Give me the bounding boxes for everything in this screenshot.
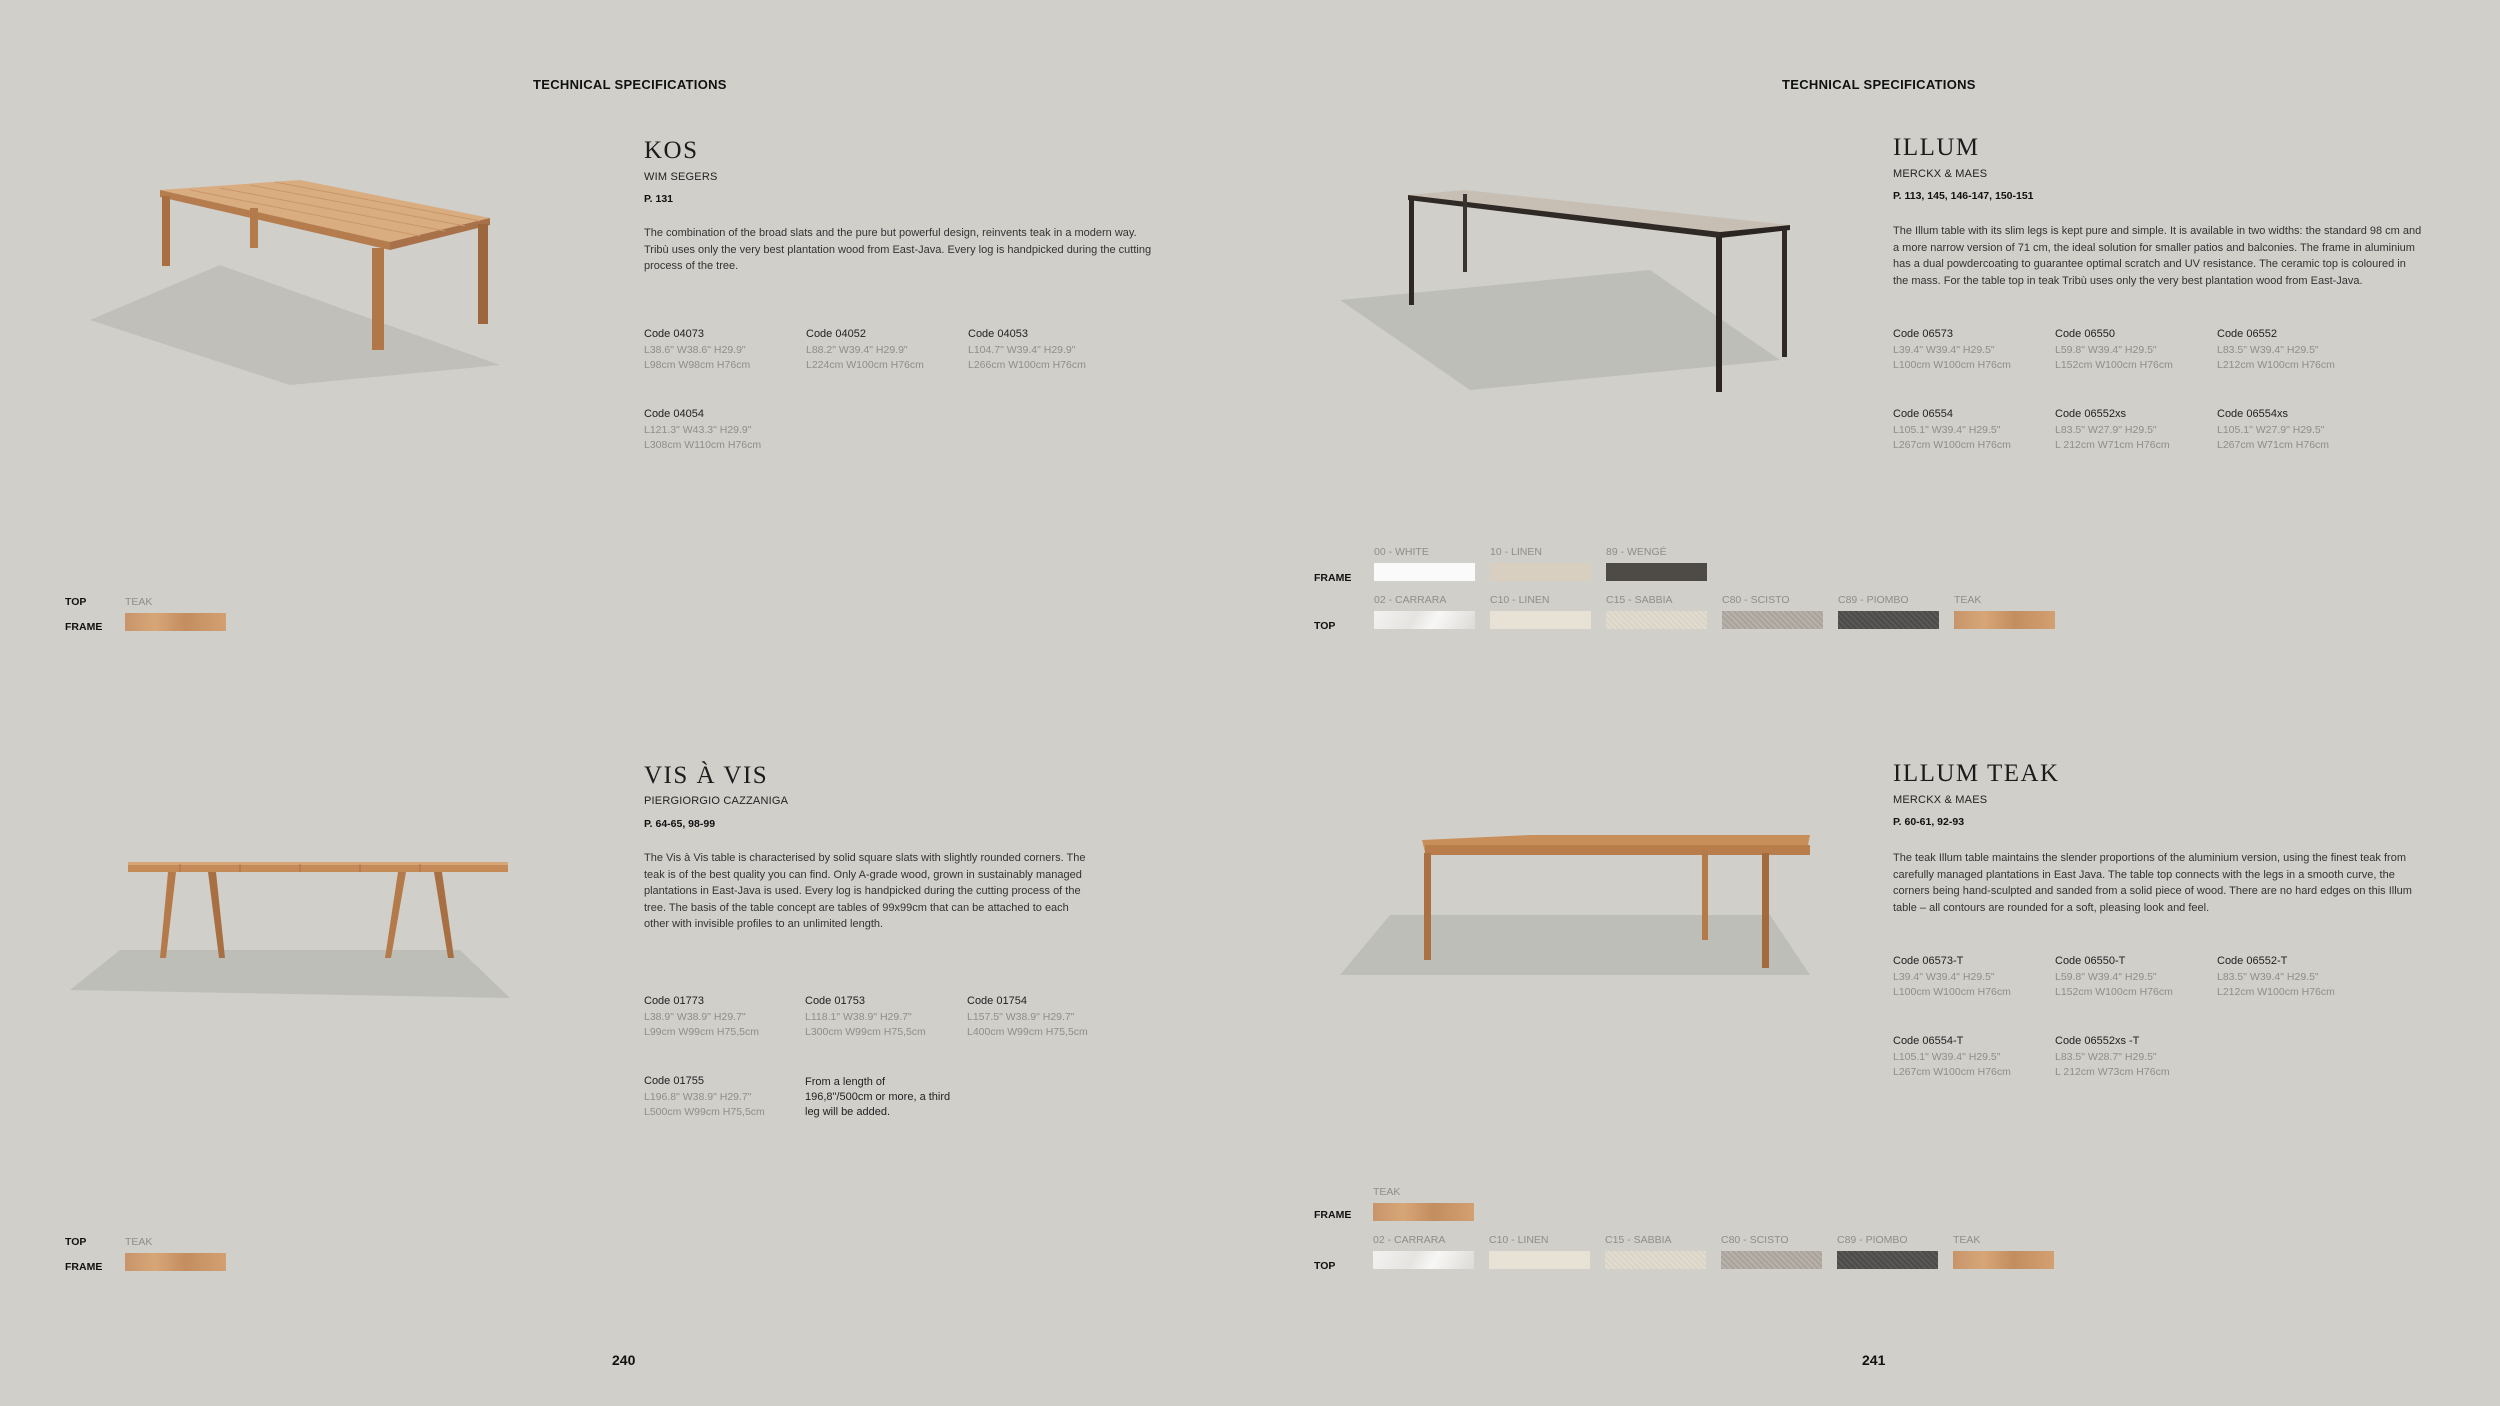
code-metric: L100cm W100cm H76cm [1893, 359, 2011, 371]
visavis-table-image [60, 840, 520, 1005]
visavis-frame-label: FRAME [65, 1261, 103, 1273]
code-imperial: L157.5" W38.9" H29.7" [967, 1011, 1075, 1023]
code-imperial: L59.8" W39.4" H29.5" [2055, 344, 2157, 356]
illumteak-code-06552-t [2217, 955, 2367, 1000]
illumteak-top-label: TOP [1314, 1260, 1336, 1272]
code-label: Code 04073 [644, 328, 704, 340]
page-number-left: 240 [612, 1352, 636, 1368]
kos-pages: P. 131 [644, 193, 674, 205]
swatch-label: 89 - WENGÉ [1606, 546, 1667, 558]
white-swatch [1374, 563, 1475, 581]
swatch-label: 02 - CARRARA [1374, 594, 1447, 606]
code-metric: L266cm W100cm H76cm [968, 359, 1086, 371]
code-label: Code 01755 [644, 1075, 704, 1087]
desc-line: The Vis à Vis table is characterised by solid square slats with slightly rounded corners. The [644, 852, 1086, 864]
code-label: Code 04052 [806, 328, 866, 340]
code-metric: L308cm W110cm H76cm [644, 439, 762, 451]
code-metric: L152cm W100cm H76cm [2055, 986, 2173, 998]
illumteak-title: ILLUM TEAK [1893, 760, 2060, 787]
illum-code-06554xs [2217, 408, 2367, 453]
code-label: Code 06552xs [2055, 408, 2126, 420]
kos-title: KOS [644, 137, 699, 164]
swatch-label: TEAK [1953, 1234, 1981, 1246]
note-line: From a length of [805, 1076, 886, 1088]
visavis-third-leg-note [805, 1075, 965, 1120]
code-metric: L267cm W100cm H76cm [1893, 439, 2011, 451]
desc-line: process of the tree. [644, 260, 739, 272]
swatch-label: C89 - PIOMBO [1838, 594, 1909, 606]
carrara-swatch [1373, 1251, 1474, 1269]
swatch-label: TEAK [1954, 594, 1982, 606]
illum-description [1893, 223, 2453, 289]
desc-line: plantations in East-Java is used. Every log is handpicked during the cutting process of the [644, 885, 1081, 897]
kos-teak-label: TEAK [125, 596, 153, 608]
desc-line: The teak Illum table maintains the slender proportions of the aluminium version, using the finest teak from [1893, 852, 2406, 864]
code-metric: L99cm W99cm H75,5cm [644, 1026, 759, 1038]
visavis-teak-label: TEAK [125, 1236, 153, 1248]
swatch-label: C10 - LINEN [1490, 594, 1550, 606]
code-metric: L152cm W100cm H76cm [2055, 359, 2173, 371]
visavis-pages: P. 64-65, 98-99 [644, 818, 716, 830]
scisto-swatch [1721, 1251, 1822, 1269]
code-metric: L 212cm W73cm H76cm [2055, 1066, 2170, 1078]
code-imperial: L39.4" W39.4" H29.5" [1893, 344, 1995, 356]
c10-linen-swatch [1490, 611, 1591, 629]
code-imperial: L59.8" W39.4" H29.5" [2055, 971, 2157, 983]
kos-code-04053 [968, 328, 1118, 373]
code-label: Code 06554xs [2217, 408, 2288, 420]
swatch-label: C15 - SABBIA [1606, 594, 1673, 606]
code-imperial: L104.7" W39.4" H29.9" [968, 344, 1076, 356]
code-metric: L 212cm W71cm H76cm [2055, 439, 2170, 451]
code-label: Code 06552xs -T [2055, 1035, 2140, 1047]
c10-linen-swatch [1489, 1251, 1590, 1269]
visavis-code-01753 [805, 995, 955, 1040]
code-label: Code 01773 [644, 995, 704, 1007]
illumteak-code-06573-t [1893, 955, 2043, 1000]
visavis-code-01754 [967, 995, 1117, 1040]
illum-code-06573 [1893, 328, 2043, 373]
kos-designer: WIM SEGERS [644, 171, 718, 183]
visavis-code-01773 [644, 995, 794, 1040]
page-number-right: 241 [1862, 1352, 1886, 1368]
desc-line: other with invisible profiles to an unlimited length. [644, 918, 884, 930]
code-metric: L500cm W99cm H75,5cm [644, 1106, 765, 1118]
illumteak-frame-label: FRAME [1314, 1209, 1352, 1221]
visavis-designer: PIERGIORGIO CAZZANIGA [644, 795, 789, 807]
desc-line: the mass. For the table top in teak Tribù uses only the very best plantation wood from East-Java. [1893, 274, 2363, 287]
page-header-left: TECHNICAL SPECIFICATIONS [533, 77, 727, 92]
code-metric: L212cm W100cm H76cm [2217, 359, 2335, 371]
kos-description [644, 225, 1204, 275]
code-imperial: L38.9" W38.9" H29.7" [644, 1011, 746, 1023]
code-label: Code 06554 [1893, 408, 1953, 420]
teak-swatch [1953, 1251, 2054, 1269]
illum-top-label: TOP [1314, 620, 1336, 632]
code-metric: L400cm W99cm H75,5cm [967, 1026, 1088, 1038]
desc-line: table – all contours are rounded for a soft, pleasing look and feel. [1893, 901, 2210, 914]
code-label: Code 04054 [644, 408, 704, 420]
illum-code-06552xs [2055, 408, 2205, 453]
illum-designer: MERCKX & MAES [1893, 168, 1988, 180]
desc-line: has a dual powdercoating to guarantee optimal scratch and UV resistance. The ceramic top is coloured in [1893, 258, 2406, 270]
wenge-swatch [1606, 563, 1707, 581]
scisto-swatch [1722, 611, 1823, 629]
code-metric: L98cm W98cm H76cm [644, 359, 751, 371]
swatch-label: C15 - SABBIA [1605, 1234, 1672, 1246]
code-metric: L224cm W100cm H76cm [806, 359, 924, 371]
code-label: Code 06573 [1893, 328, 1953, 340]
desc-line: a more narrow version of 71 cm, the ideal solution for smaller patios and balconies. The frame in aluminium [1893, 241, 2415, 254]
code-metric: L212cm W100cm H76cm [2217, 986, 2335, 998]
desc-line: The combination of the broad slats and the pure but powerful design, reinvents teak in a modern way. [644, 227, 1137, 239]
swatch-label: 10 - LINEN [1490, 546, 1542, 558]
desc-line: tree. The basis of the table concept are tables of 99x99cm that can be attached to each [644, 901, 1069, 914]
illum-table-image [1320, 180, 1800, 410]
visavis-top-label: TOP [65, 1236, 87, 1248]
sabbia-swatch [1606, 611, 1707, 629]
swatch-label: C10 - LINEN [1489, 1234, 1549, 1246]
piombo-swatch [1837, 1251, 1938, 1269]
illum-code-06554 [1893, 408, 2043, 453]
code-imperial: L118.1" W38.9" H29.7" [805, 1011, 912, 1023]
code-label: Code 01754 [967, 995, 1027, 1007]
swatch-label: 02 - CARRARA [1373, 1234, 1446, 1246]
code-label: Code 06552-T [2217, 955, 2288, 967]
teak-swatch [1954, 611, 2055, 629]
code-label: Code 06550 [2055, 328, 2115, 340]
visavis-description [644, 850, 1124, 933]
swatch-label: 00 - WHITE [1374, 546, 1429, 558]
desc-line: The Illum table with its slim legs is kept pure and simple. It is available in two widths: the standard 98 cm and [1893, 225, 2422, 237]
code-imperial: L39.4" W39.4" H29.5" [1893, 971, 1995, 983]
illumteak-table-image [1330, 820, 1820, 980]
illumteak-designer: MERCKX & MAES [1893, 794, 1988, 806]
kos-code-04052 [806, 328, 956, 373]
swatch-label: TEAK [1373, 1186, 1401, 1198]
kos-table-image [60, 170, 510, 400]
code-metric: L267cm W100cm H76cm [1893, 1066, 2011, 1078]
code-label: Code 06552 [2217, 328, 2277, 340]
code-imperial: L83.5" W39.4" H29.5" [2217, 971, 2319, 983]
illumteak-code-06554-t [1893, 1035, 2043, 1080]
code-imperial: L83.5" W39.4" H29.5" [2217, 344, 2319, 356]
code-imperial: L105.1" W39.4" H29.5" [1893, 1051, 2001, 1063]
note-line: leg will be added. [805, 1106, 891, 1118]
code-metric: L267cm W71cm H76cm [2217, 439, 2330, 451]
code-label: Code 06554-T [1893, 1035, 1964, 1047]
illum-code-06550 [2055, 328, 2205, 373]
swatch-label: C80 - SCISTO [1722, 594, 1790, 606]
kos-top-label: TOP [65, 596, 87, 608]
code-imperial: L83.5" W27.9" H29.5" [2055, 424, 2157, 436]
page-header-right: TECHNICAL SPECIFICATIONS [1782, 77, 1976, 92]
teak-swatch [1373, 1203, 1474, 1221]
code-label: Code 01753 [805, 995, 865, 1007]
illum-frame-label: FRAME [1314, 572, 1352, 584]
code-label: Code 04053 [968, 328, 1028, 340]
code-imperial: L105.1" W39.4" H29.5" [1893, 424, 2001, 436]
code-imperial: L38.6" W38.6" H29.9" [644, 344, 746, 356]
code-imperial: L121.3" W43.3" H29.9" [644, 424, 752, 436]
piombo-swatch [1838, 611, 1939, 629]
kos-code-04054 [644, 408, 794, 453]
desc-line: corners being hand-sculpted and sanded from a solid piece of wood. There are no hard edges on this Illum [1893, 885, 2412, 897]
note-line: 196,8"/500cm or more, a third [805, 1091, 951, 1103]
illumteak-code-06552xs-t [2055, 1035, 2205, 1080]
visavis-code-01755 [644, 1075, 794, 1120]
code-metric: L100cm W100cm H76cm [1893, 986, 2011, 998]
code-metric: L300cm W99cm H75,5cm [805, 1026, 926, 1038]
illum-pages: P. 113, 145, 146-147, 150-151 [1893, 190, 2034, 202]
illumteak-description [1893, 850, 2453, 916]
kos-teak-swatch [125, 613, 226, 631]
illumteak-pages: P. 60-61, 92-93 [1893, 816, 1965, 828]
desc-line: teak is of the best quality you can find. Only A-grade wood, grown in sustainably managed [644, 868, 1082, 881]
desc-line: carefully managed plantations in East Java. The table top connects with the legs in a smooth curve, the [1893, 868, 2395, 881]
sabbia-swatch [1605, 1251, 1706, 1269]
illumteak-code-06550-t [2055, 955, 2205, 1000]
swatch-label: C89 - PIOMBO [1837, 1234, 1908, 1246]
carrara-swatch [1374, 611, 1475, 629]
linen-swatch [1490, 563, 1591, 581]
code-imperial: L83.5" W28.7" H29.5" [2055, 1051, 2157, 1063]
illum-code-06552 [2217, 328, 2367, 373]
code-label: Code 06573-T [1893, 955, 1964, 967]
visavis-teak-swatch [125, 1253, 226, 1271]
code-imperial: L196.8" W38.9" H29.7" [644, 1091, 752, 1103]
visavis-title: VIS À VIS [644, 762, 769, 789]
swatch-label: C80 - SCISTO [1721, 1234, 1789, 1246]
kos-code-04073 [644, 328, 794, 373]
desc-line: Tribù uses only the very best plantation wood from East-Java. Every log is handpicked during the cutting [644, 243, 1152, 256]
kos-frame-label: FRAME [65, 621, 103, 633]
code-label: Code 06550-T [2055, 955, 2126, 967]
code-imperial: L88.2" W39.4" H29.9" [806, 344, 908, 356]
illum-title: ILLUM [1893, 134, 1980, 161]
code-imperial: L105.1" W27.9" H29.5" [2217, 424, 2325, 436]
